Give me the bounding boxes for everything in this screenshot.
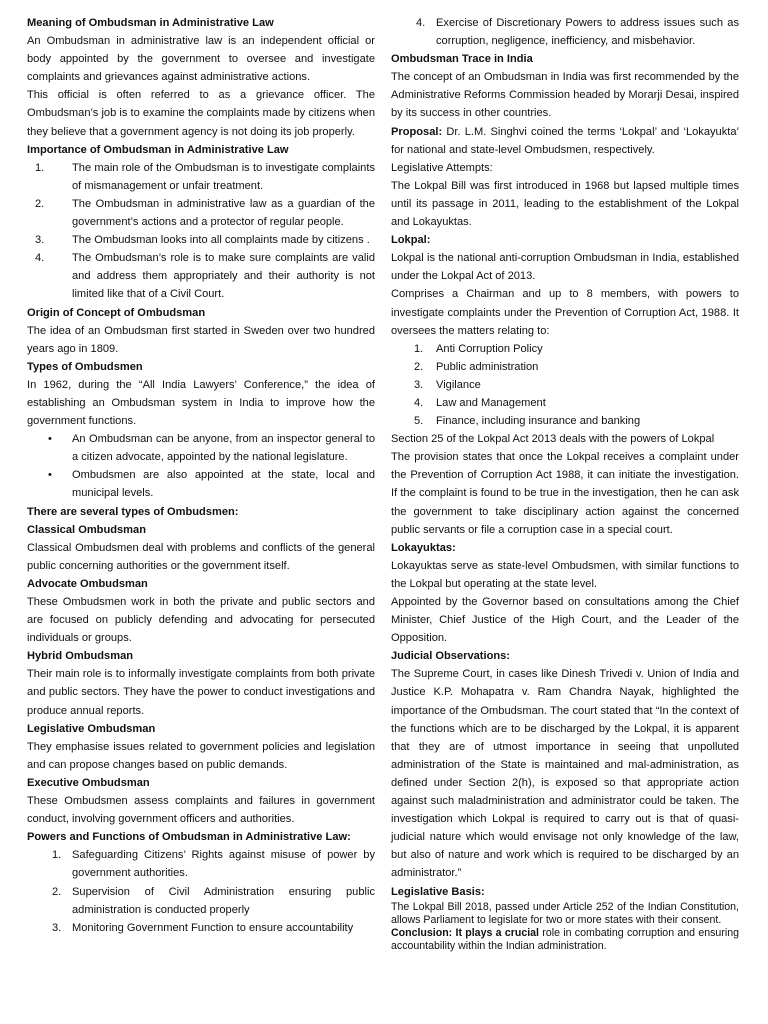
heading-basis: Legislative Basis: — [391, 885, 485, 898]
importance-list — [27, 159, 375, 304]
heading-judicial: Judicial Observations: — [391, 650, 510, 663]
list-number: 1. — [52, 849, 62, 862]
list-item — [391, 14, 739, 50]
bullet-text: Ombudsmen are also appointed at the state, local and municipal levels. — [72, 469, 375, 500]
list-number: 5. — [414, 415, 424, 428]
list-item — [391, 394, 739, 412]
paragraph-hybrid: Their main role is to informally investigate complaints from both private and public sectors. They have the power to conduct investigations and produce annual reports. — [27, 668, 375, 717]
paragraph-types: In 1962, during the “All India Lawyers’ Conference,” the idea of establishing an Ombudsman system in India to improve how the government functions. — [27, 378, 375, 428]
list-number: 4. — [414, 396, 424, 409]
list-text: Safeguarding Citizens’ Rights against misuse of power by government authorities. — [72, 849, 375, 880]
paragraph-basis: The Lokpal Bill 2018, passed under Article 252 of the Indian Constitution, allows Parliament to legislate for two or more states with their consent. — [391, 900, 739, 926]
heading-lokayuktas: Lokayuktas: — [391, 541, 456, 554]
heading-importance: Importance of Ombudsman in Administrative Law — [27, 143, 289, 156]
paragraph-legislative: They emphasise issues related to government policies and legislation and can propose changes based on public demands. — [27, 740, 375, 771]
paragraph-lokayuktas-2: Appointed by the Governor based on consultations among the Chief Minister, Chief Justice of the High Court, and the Leader of the Opposition. — [391, 596, 739, 645]
list-number: 3. — [35, 234, 45, 247]
list-number: 3. — [52, 921, 62, 934]
paragraph-lokpal-2: Comprises a Chairman and up to 8 members, with powers to investigate complaints under the Prevention of Corruption Act, 1988. It oversees the matters relating to: — [391, 288, 739, 337]
heading-executive: Executive Ombudsman — [27, 776, 150, 789]
paragraph-advocate: These Ombudsmen work in both the private and public sectors and are focused on publicly defending and advocating for persecuted individuals or groups. — [27, 596, 375, 645]
list-number: 2. — [35, 197, 45, 210]
heading-types: Types of Ombudsmen — [27, 360, 143, 373]
right-column — [391, 14, 739, 953]
heading-advocate: Advocate Ombudsman — [27, 577, 148, 590]
heading-origin: Origin of Concept of Ombudsman — [27, 306, 206, 319]
proposal-label: Proposal: — [391, 125, 443, 138]
paragraph-attempts: The Lokpal Bill was first introduced in 1968 but lapsed multiple times until its passage in 2011, leading to the establishment of the Lokpal and Lokayuktas. — [391, 179, 739, 229]
list-text: Supervision of Civil Administration ensuring public administration is conducted properly — [72, 885, 375, 916]
list-text: The Ombudsman looks into all complaints made by citizens . — [72, 234, 370, 247]
list-number: 2. — [414, 360, 424, 373]
list-item — [27, 231, 375, 249]
lokpal-matters-list — [391, 340, 739, 430]
list-text: The Ombudsman in administrative law as a guardian of the government’s actions and a protector of regular people. — [72, 197, 375, 229]
list-text: Finance, including insurance and banking — [436, 415, 641, 428]
list-item — [27, 883, 375, 919]
left-column — [27, 14, 375, 937]
paragraph-section25: Section 25 of the Lokpal Act 2013 deals with the powers of Lokpal — [391, 433, 715, 446]
heading-trace: Ombudsman Trace in India — [391, 53, 533, 66]
paragraph-meaning-2: This official is often referred to as a grievance officer. The Ombudsman’s job is to examine the complaints made by citizens when they believe that a government agency is not doing its job properly. — [27, 89, 375, 138]
list-number: 3. — [414, 378, 424, 391]
heading-classical: Classical Ombudsman — [27, 523, 146, 536]
paragraph-judicial: The Supreme Court, in cases like Dinesh Trivedi v. Union of India and Justice K.P. Mohapatra v. Ram Chandra Nayak, highlighted the importance of the Ombudsman. The court stated that “In the context of the functions which are to be discharged by the Lokpal, it is apparent that they are of utmost importance in seeing that unpolluted administration of the State is maintained and mal-administration, as defined under Section 2(h), is exposed so that appropriate action against such maladministration and administrator could be taken. The investigation which Lokpal is required to carry out is that of quasi-judicial nature which would envisage not only knowledge of the law, but also of nature and work which is required to be discharged by an administrator.” — [391, 668, 739, 880]
list-number: 1. — [414, 342, 424, 355]
proposal-text: Dr. L.M. Singhvi coined the terms ‘Lokpal’ and ‘Lokayukta’ for national and state-level Ombudsmen, respectively. — [391, 125, 739, 156]
list-number: 4. — [416, 17, 426, 29]
list-text: Anti Corruption Policy — [436, 342, 543, 355]
heading-hybrid: Hybrid Ombudsman — [27, 650, 134, 663]
heading-legislative: Legislative Ombudsman — [27, 722, 156, 735]
list-text: Exercise of Discretionary Powers to address issues such as corruption, negligence, inefficiency, and misbehavior. — [436, 17, 739, 48]
paragraph-origin: The idea of an Ombudsman first started in Sweden over two hundred years ago in 1809. — [27, 324, 375, 355]
list-number: 4. — [35, 252, 45, 265]
conclusion-text: role in combating corruption and ensuring accountability within the Indian administration. — [391, 926, 739, 952]
list-item — [27, 846, 375, 882]
conclusion-label: Conclusion: It plays a crucial — [391, 926, 539, 939]
heading-meaning: Meaning of Ombudsman in Administrative Law — [27, 17, 274, 29]
list-text: The Ombudsman’s role is to make sure complaints are valid and address them appropriately and their authority is not limited like that of a Civil Court. — [72, 252, 375, 301]
paragraph-proposal — [391, 123, 739, 159]
list-text: Monitoring Government Function to ensure accountability — [72, 921, 354, 934]
paragraph-provision: The provision states that once the Lokpal receives a complaint under the Prevention of Corruption Act 1988, it can initiate the investigation. If the complaint is found to be true in the investigation, then he can ask the government to take disciplinary action against the concerned public servants or file a corruption case in a special court. — [391, 451, 739, 536]
list-text: Law and Management — [436, 396, 546, 409]
list-item — [27, 195, 375, 231]
list-item — [27, 249, 375, 303]
paragraph-lokayuktas-1: Lokayuktas serve as state-level Ombudsmen, with similar functions to the Lokpal but operating at the state level. — [391, 559, 739, 590]
list-number: 2. — [52, 885, 62, 898]
list-number: 1. — [35, 161, 45, 174]
list-item — [27, 159, 375, 195]
list-item — [391, 340, 739, 358]
paragraph-executive: These Ombudsmen assess complaints and failures in government conduct, involving government officers and authorities. — [27, 795, 375, 826]
paragraph-lokpal-1: Lokpal is the national anti-corruption Ombudsman in India, established under the Lokpal Act of 2013. — [391, 252, 739, 283]
paragraph-trace: The concept of an Ombudsman in India was first recommended by the Administrative Reforms Commission headed by Morarji Desai, inspired by its success in other countries. — [391, 71, 739, 120]
bullet-item — [27, 430, 375, 466]
bullet-icon: • — [48, 469, 52, 482]
types-bullet-list — [27, 430, 375, 502]
paragraph-conclusion — [391, 927, 739, 953]
list-item — [391, 412, 739, 430]
list-text: The main role of the Ombudsman is to investigate complaints of mismanagement or unfair treatment. — [72, 161, 375, 192]
legislative-attempts-label: Legislative Attempts: — [391, 161, 493, 174]
bullet-item — [27, 466, 375, 502]
list-text: Public administration — [436, 360, 539, 373]
heading-powers: Powers and Functions of Ombudsman in Administrative Law: — [27, 831, 351, 844]
powers-list — [27, 846, 375, 936]
list-item — [391, 376, 739, 394]
paragraph-classical: Classical Ombudsmen deal with problems and conflicts of the general public concerning authorities or the government itself. — [27, 541, 375, 572]
heading-lokpal: Lokpal: — [391, 234, 431, 247]
bullet-icon: • — [48, 433, 52, 446]
paragraph-meaning-1: An Ombudsman in administrative law is an independent official or body appointed by the government to oversee and investigate complaints and grievances against administrative actions. — [27, 35, 375, 84]
bullet-text: An Ombudsman can be anyone, from an inspector general to a citizen advocate, appointed by the national legislature. — [72, 433, 375, 464]
list-text: Vigilance — [436, 378, 481, 391]
list-item — [27, 919, 375, 937]
list-item — [391, 358, 739, 376]
heading-several-types: There are several types of Ombudsmen: — [27, 505, 239, 518]
